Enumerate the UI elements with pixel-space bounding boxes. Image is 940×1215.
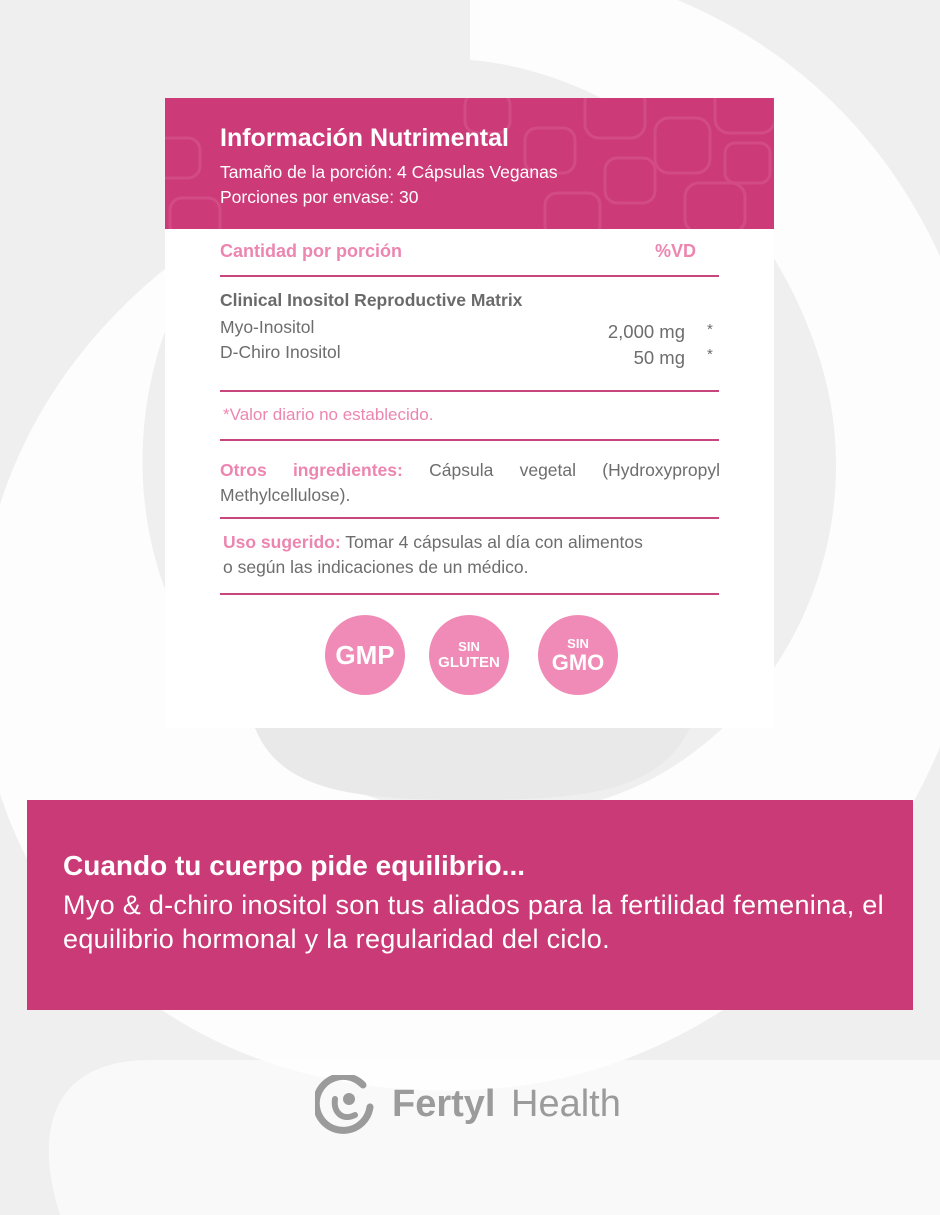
matrix-title: Clinical Inositol Reproductive Matrix — [220, 290, 523, 310]
fertyl-logo-icon — [315, 1075, 375, 1135]
gmo-free-badge — [538, 615, 618, 695]
divider — [220, 275, 719, 277]
nutrition-title: Información Nutrimental — [220, 124, 509, 152]
divider — [220, 390, 719, 392]
suggested-use-text: Tomar 4 cápsulas al día con alimentos — [345, 532, 643, 552]
ingredient-dv: * — [707, 346, 713, 363]
amount-per-serving-heading: Cantidad por porción — [220, 241, 402, 261]
ingredient-amount: 50 mg — [633, 347, 685, 368]
nutrition-header — [165, 98, 774, 229]
divider — [220, 517, 719, 519]
other-ingredients-text: Cápsula vegetal (Hydroxypropyl — [429, 460, 720, 480]
banner-title: Cuando tu cuerpo pide equilibrio... — [63, 850, 525, 881]
suggested-use — [223, 530, 723, 580]
daily-value-note: *Valor diario no establecido. — [223, 405, 434, 424]
banner-body: Myo & d-chiro inositol son tus aliados para la fertilidad femenina, el equilibrio hormonal y la regularidad del ciclo. — [63, 890, 884, 954]
suggested-use-text-2: o según las indicaciones de un médico. — [223, 557, 529, 577]
gmp-badge-label: GMP — [335, 639, 395, 670]
logo-wordmark-bold: Fertyl — [392, 1083, 496, 1125]
servings-per-container: Porciones por envase: 30 — [220, 187, 419, 207]
serving-size: Tamaño de la porción: 4 Cápsulas Veganas — [220, 162, 558, 182]
certification-badges — [165, 615, 774, 695]
other-ingredients-label: Otros ingredientes: — [220, 460, 403, 480]
gmo-badge-top: SIN — [567, 635, 589, 651]
other-ingredients — [220, 458, 720, 508]
gmp-badge — [325, 615, 405, 695]
ingredient-amount: 2,000 mg — [607, 321, 685, 342]
other-ingredients-text-2: Methylcellulose). — [220, 485, 351, 505]
promo-banner — [27, 800, 913, 1010]
divider — [220, 593, 719, 595]
gmo-badge-bottom: GMO — [551, 649, 605, 675]
gluten-free-badge — [429, 615, 509, 695]
nutrition-facts-card — [165, 98, 774, 728]
gluten-badge-bottom: GLUTEN — [438, 653, 500, 671]
logo-wordmark-light: Health — [511, 1083, 621, 1125]
ingredient-name: Myo-Inositol — [220, 317, 315, 337]
suggested-use-label: Uso sugerido: — [223, 532, 341, 552]
gluten-badge-top: SIN — [458, 638, 480, 654]
ingredient-dv: * — [707, 321, 713, 338]
ingredient-name: D-Chiro Inositol — [220, 342, 341, 362]
divider — [220, 439, 719, 441]
daily-value-heading: %VD — [655, 241, 697, 261]
